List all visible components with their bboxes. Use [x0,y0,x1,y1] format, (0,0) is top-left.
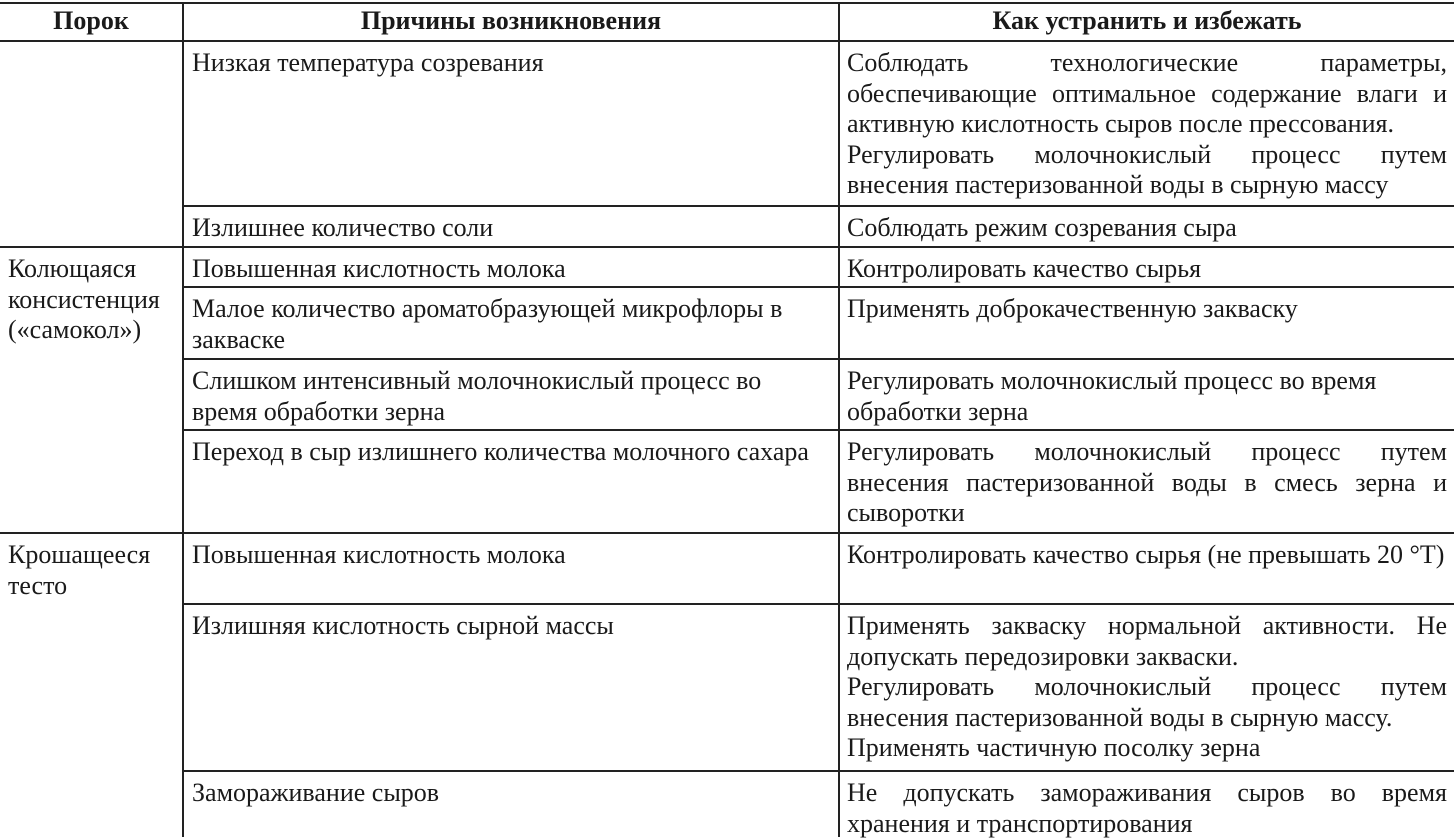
remedy-cell [847,48,1447,201]
remedy-cell: Соблюдать режим созревания сыра [847,213,1237,242]
rule [183,205,1454,207]
rule [183,429,1454,431]
remedy-cell: Контролировать качество сырья [847,254,1202,283]
rule-top [0,2,1454,4]
header-causes: Причины возникновения [360,6,662,35]
remedy-cell [847,611,1447,764]
rule [183,770,1454,772]
remedy-paragraph: Соблюдать технологические параметры, обеспечивающие оптимальное содержание влаги и активную кислотность сыров после прессования. [847,48,1447,138]
rule-group [0,532,1454,534]
remedy-cell: Регулировать молочнокислый процесс путем внесения пастеризованной воды в смесь зерна и сыворотки [847,437,1447,527]
cause-cell: Повышенная кислотность молока [192,540,566,569]
remedy-paragraph: Применять частичную посолку зерна [847,733,1261,762]
cause-cell: Малое количество ароматобразующей микрофлоры в закваске [192,294,783,354]
remedy-cell: Контролировать качество сырья (не превышать 20 °Т) [847,540,1445,569]
remedy-cell: Применять доброкачественную закваску [847,294,1298,323]
cause-cell: Излишняя кислотность сырной массы [192,611,614,640]
cause-cell: Повышенная кислотность молока [192,254,566,283]
defect-cell: Колющаяся консистенция («самокол») [8,254,160,344]
rule-group [0,246,1454,248]
cause-cell: Переход в сыр излишнего количества молочного сахара [192,437,809,466]
rule-col1 [182,2,184,837]
cause-cell: Низкая температура созревания [192,48,544,77]
rule-header-bottom [0,40,1454,42]
remedy-paragraph: Применять закваску нормальной активности. Не допускать передозировки закваски. [847,611,1447,671]
rule [183,603,1454,605]
rule [183,286,1454,288]
remedy-cell: Регулировать молочнокислый процесс во время обработки зерна [847,366,1377,426]
cause-cell: Излишнее количество соли [192,213,494,242]
cause-cell: Слишком интенсивный молочнокислый процесс во время обработки зерна [192,366,762,426]
header-defect: Порок [53,6,129,35]
rule-col2 [838,2,840,837]
header-remedy: Как устранить и избежать [992,6,1302,35]
remedy-paragraph: Регулировать молочнокислый процесс путем внесения пастеризованной воды в сырную массу. [847,672,1447,732]
cause-cell: Замораживание сыров [192,778,440,807]
rule [183,358,1454,360]
remedy-paragraph: Регулировать молочнокислый процесс путем внесения пастеризованной воды в сырную массу [847,139,1447,199]
remedy-cell: Не допускать замораживания сыров во время хранения и транспортирования [847,778,1447,838]
defect-cell: Крошащееся тесто [8,540,151,600]
